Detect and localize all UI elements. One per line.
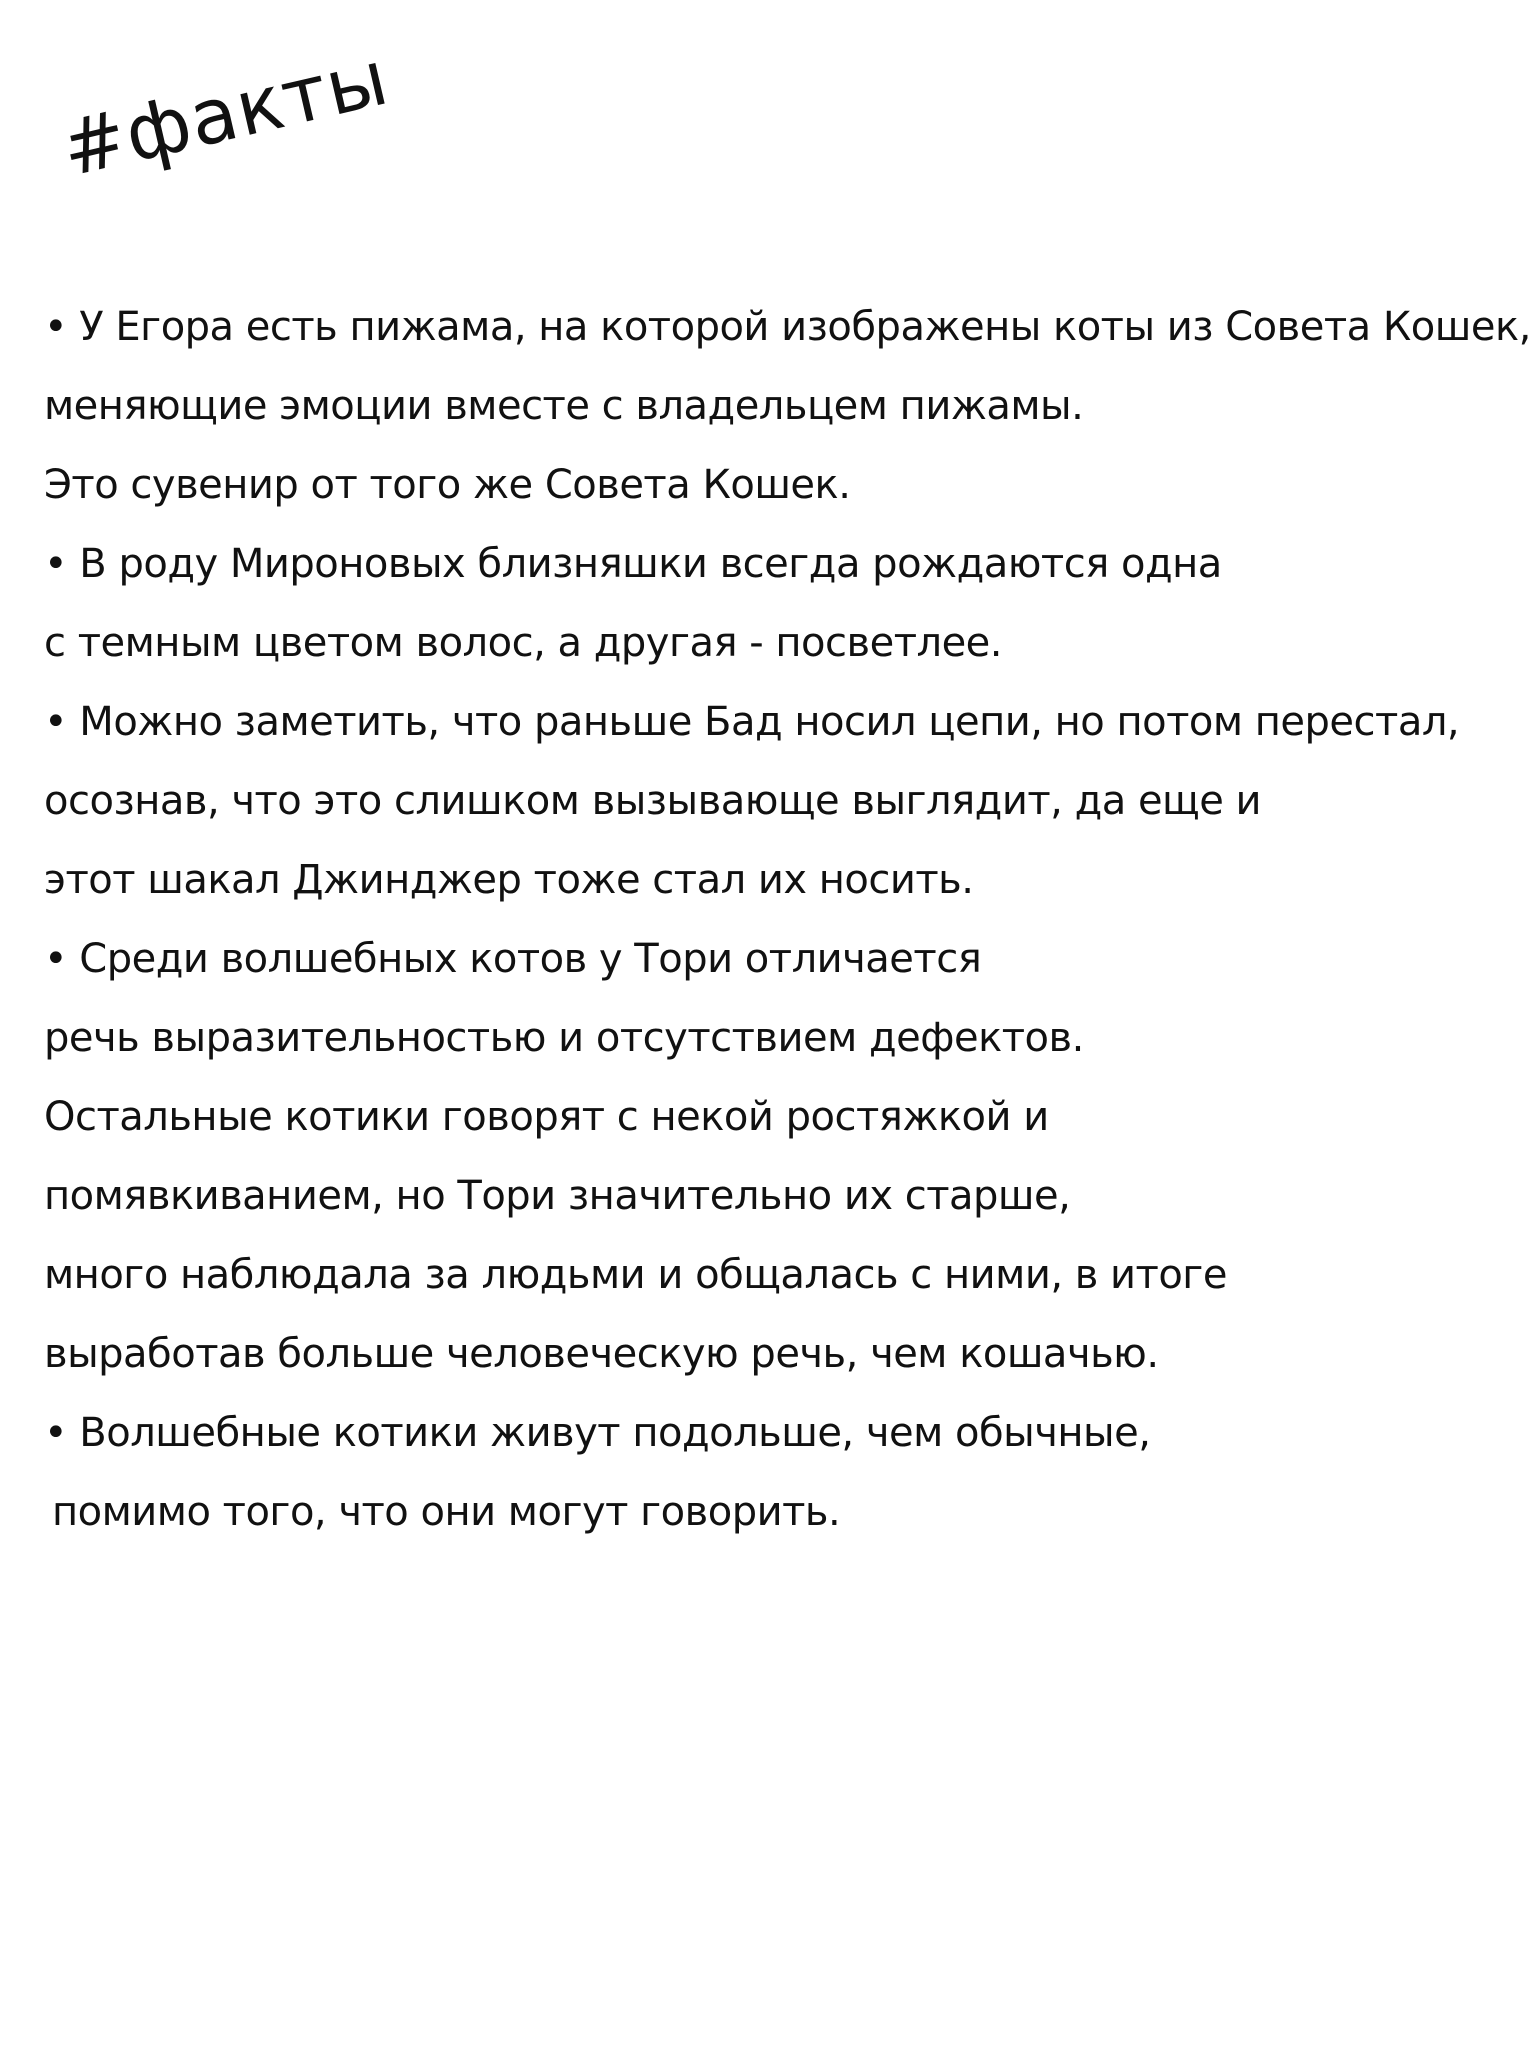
text-line: выработав больше человеческую речь, чем кошачью. xyxy=(44,1331,1159,1377)
text-line: • Можно заметить, что раньше Бад носил цепи, но потом перестал, xyxy=(44,699,1460,745)
text-line: Это сувенир от того же Совета Кошек. xyxy=(44,462,851,508)
text-line: • Среди волшебных котов у Тори отличается xyxy=(44,936,982,982)
text-line: • У Егора есть пижама, на которой изображены коты из Совета Кошек, xyxy=(44,304,1531,350)
text-line: осознав, что это слишком вызывающе выглядит, да еще и xyxy=(44,778,1262,824)
text-line: меняющие эмоции вместе с владельцем пижамы. xyxy=(44,383,1084,429)
text-line: с темным цветом волос, а другая - посветлее. xyxy=(44,620,1002,666)
text-line: помявкиванием, но Тори значительно их старше, xyxy=(44,1173,1071,1219)
page-title: #факты xyxy=(53,32,397,194)
text-line: помимо того, что они могут говорить. xyxy=(52,1489,841,1535)
text-line: Остальные котики говорят с некой ростяжкой и xyxy=(44,1094,1049,1140)
text-line: речь выразительностью и отсутствием дефектов. xyxy=(44,1015,1084,1061)
text-line: • В роду Мироновых близняшки всегда рождаются одна xyxy=(44,541,1222,587)
text-line: этот шакал Джинджер тоже стал их носить. xyxy=(44,857,974,903)
text-line: • Волшебные котики живут подольше, чем обычные, xyxy=(44,1410,1151,1456)
facts-text xyxy=(44,288,1531,1552)
text-line: много наблюдала за людьми и общалась с ними, в итоге xyxy=(44,1252,1227,1298)
